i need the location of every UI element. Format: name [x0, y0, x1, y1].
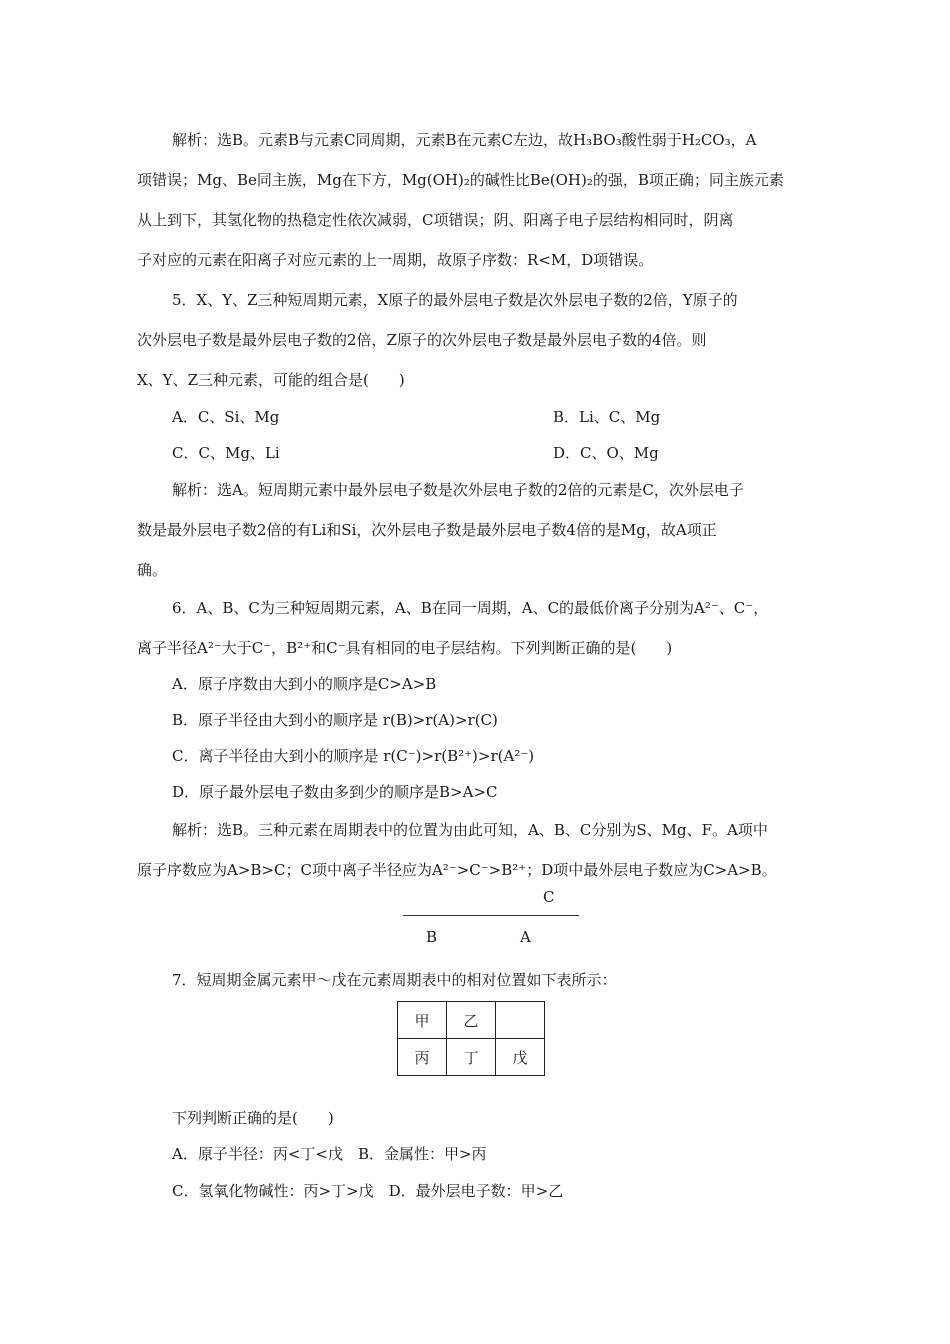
analysis-line: 解析：选A。短周期元素中最外层电子数是次外层电子数的2倍的元素是C，次外层电子	[172, 481, 744, 499]
diagram-divider	[403, 915, 579, 916]
options-ab: A．原子半径：丙<丁<戊 B．金属性：甲>丙	[172, 1145, 487, 1163]
question-stem: 次外层电子数是最外层电子数的2倍，Z原子的次外层电子数是最外层电子数的4倍。则	[137, 331, 707, 349]
table-cell: 乙	[447, 1002, 496, 1039]
option-d: D．C、O、Mg	[553, 444, 659, 462]
analysis-line: 解析：选B。三种元素在周期表中的位置为由此可知，A、B、C分别为S、Mg、F。A项中	[172, 821, 768, 839]
options-cd: C．氢氧化物碱性：丙>丁>戊 D．最外层电子数：甲>乙	[172, 1182, 564, 1200]
analysis-line: 确。	[137, 561, 168, 579]
question-stem: 离子半径A²⁻大于C⁻，B²⁺和C⁻具有相同的电子层结构。下列判断正确的是( )	[137, 639, 673, 657]
option-d: D．原子最外层电子数由多到少的顺序是B>A>C	[172, 783, 498, 801]
table-cell: 戊	[496, 1039, 545, 1076]
option-c: C．C、Mg、Li	[172, 444, 280, 462]
option-a: A．C、Si、Mg	[172, 408, 280, 426]
table-cell: 丙	[398, 1039, 447, 1076]
analysis-line: 原子序数应为A>B>C；C项中离子半径应为A²⁻>C⁻>B²⁺；D项中最外层电子数应为C>A>B。	[137, 861, 777, 879]
diagram-label-a: A	[520, 928, 531, 946]
table-cell: 丁	[447, 1039, 496, 1076]
option-c: C．离子半径由大到小的顺序是 r(C⁻)>r(B²⁺)>r(A²⁻)	[172, 747, 535, 765]
table-row	[398, 1039, 545, 1076]
option-b: B．Li、C、Mg	[553, 408, 661, 426]
text-line: 从上到下，其氢化物的热稳定性依次减弱，C项错误；阴、阳离子电子层结构相同时，阴离	[137, 211, 734, 229]
text-line: 解析：选B。元素B与元素C同周期，元素B在元素C左边，故H₃BO₃酸性弱于H₂CO₃，A	[172, 131, 757, 149]
question-stem: 下列判断正确的是( )	[172, 1109, 334, 1127]
table-cell	[496, 1002, 545, 1039]
question-stem: 5．X、Y、Z三种短周期元素，X原子的最外层电子数是次外层电子数的2倍，Y原子的	[172, 291, 738, 309]
question-stem: 6．A、B、C为三种短周期元素，A、B在同一周期，A、C的最低价离子分别为A²⁻、C⁻，	[172, 599, 769, 617]
text-line: 子对应的元素在阳离子对应元素的上一周期，故原子序数：R<M，D项错误。	[137, 251, 654, 269]
diagram-label-c: C	[543, 888, 555, 906]
table-row	[398, 1002, 545, 1039]
option-a: A．原子序数由大到小的顺序是C>A>B	[172, 675, 437, 693]
option-b: B．原子半径由大到小的顺序是 r(B)>r(A)>r(C)	[172, 711, 498, 729]
table-cell: 甲	[398, 1002, 447, 1039]
position-diagram	[403, 888, 579, 948]
periodic-position-table	[397, 1001, 545, 1076]
question-stem: 7．短周期金属元素甲～戊在元素周期表中的相对位置如下表所示：	[172, 971, 617, 989]
text-line: 项错误；Mg、Be同主族，Mg在下方，Mg(OH)₂的碱性比Be(OH)₂的强，B项正确；同主族元素	[137, 171, 784, 189]
diagram-label-b: B	[426, 928, 438, 946]
question-stem: X、Y、Z三种元素，可能的组合是( )	[137, 371, 405, 389]
analysis-line: 数是最外层电子数2倍的有Li和Si，次外层电子数是最外层电子数4倍的是Mg，故A项正	[137, 521, 717, 539]
